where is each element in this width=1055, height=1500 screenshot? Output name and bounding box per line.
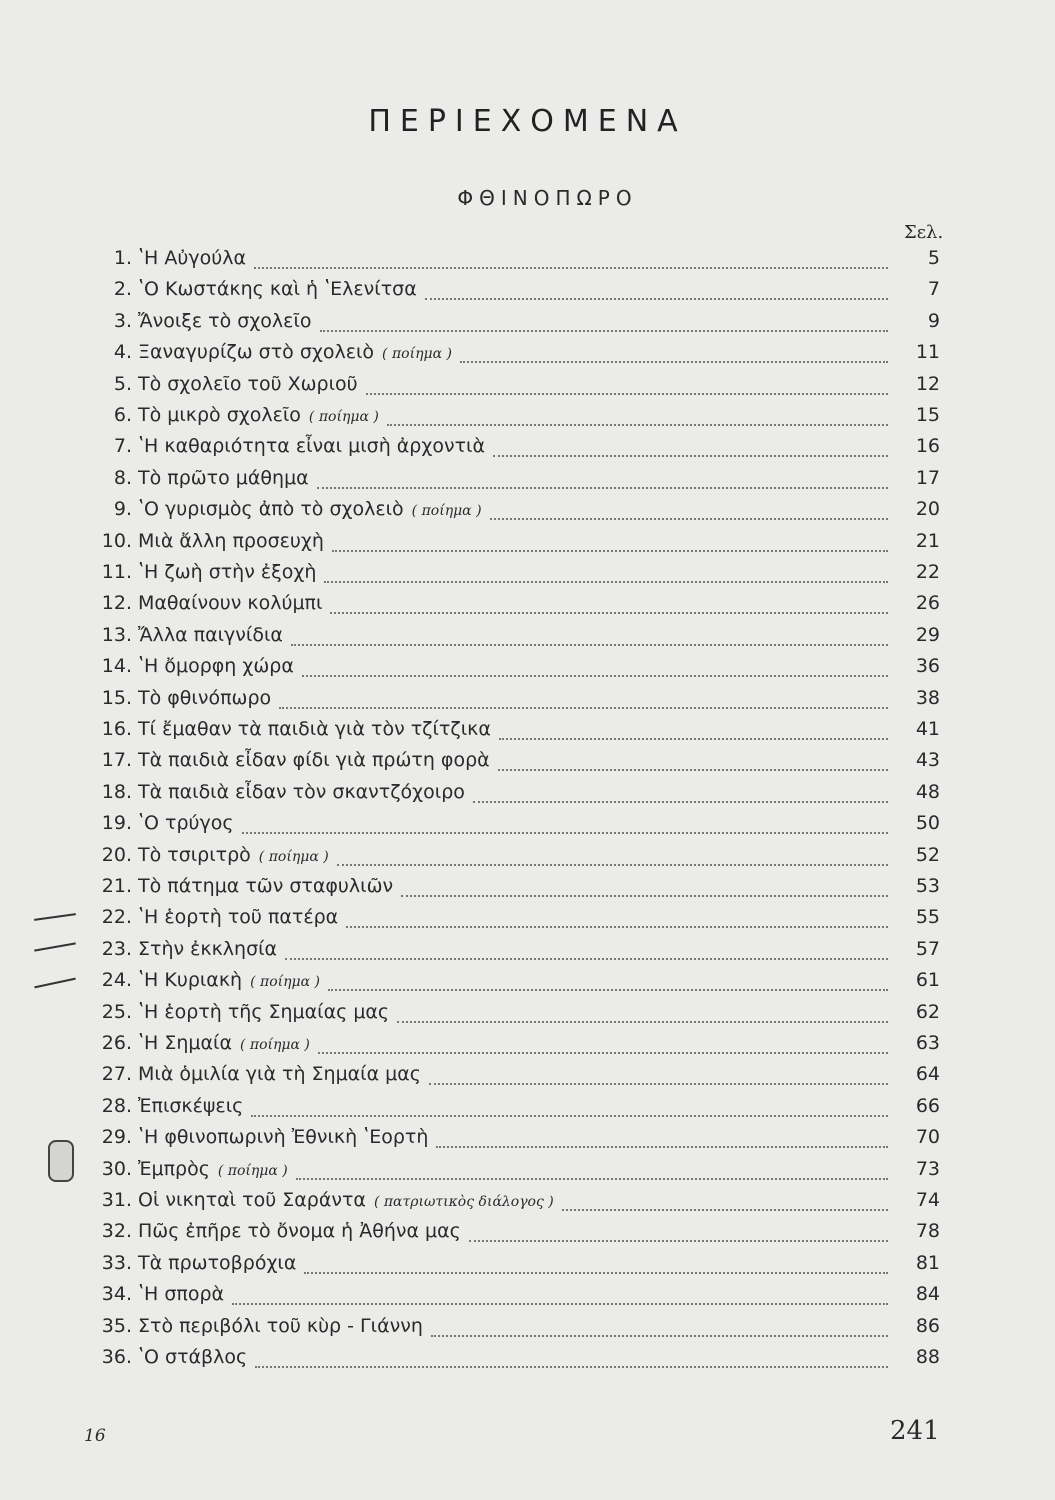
dot-leader [255, 1366, 888, 1368]
dot-leader [436, 1146, 888, 1148]
entry-title: Μαθαίνουν κολύμπι [138, 592, 323, 615]
entry-title: ʽΟ Κωστάκης καὶ ἡ ʽΕλενίτσα [138, 278, 417, 301]
entry-title: ʽΗ φθινοπωρινὴ Ἐθνικὴ ʽΕορτὴ [138, 1126, 429, 1149]
dot-leader [337, 864, 888, 866]
toc-entry [86, 781, 940, 811]
entry-title: Ἄλλα παιγνίδια [138, 623, 283, 646]
dot-leader [304, 1272, 888, 1274]
entry-title: Τὸ τσιριτρὸ [138, 843, 251, 866]
entry-page: 84 [915, 1283, 940, 1306]
entry-title: ʽΗ ἑορτὴ τῆς Σημαίας μας [138, 1000, 390, 1023]
entry-number: 11. [101, 561, 132, 583]
entry-number: 33. [101, 1251, 132, 1274]
dot-leader [562, 1209, 888, 1211]
entry-title: ʽΟ γυρισμὸς ἀπὸ τὸ σχολειὸ [138, 498, 404, 521]
entry-number: 20. [101, 843, 132, 866]
page-column-label: Σελ. [904, 222, 944, 243]
entry-page: 22 [915, 561, 940, 583]
entry-title: Πῶς ἐπῆρε τὸ ὄνομα ἡ Ἀθήνα μας [138, 1220, 461, 1243]
entry-number: 27. [101, 1063, 132, 1086]
entry-page: 73 [915, 1157, 940, 1180]
dot-leader [387, 424, 888, 426]
entry-title: Τί ἔμαθαν τὰ παιδιὰ γιὰ τὸν τζίτζικα [138, 718, 491, 740]
entry-title: ʽΟ στάβλος [138, 1346, 248, 1368]
entry-page: 15 [915, 404, 940, 426]
entry-note: ( ποίημα ) [382, 346, 452, 363]
toc-entry [86, 718, 940, 748]
entry-page: 20 [915, 498, 940, 521]
entry-page: 52 [915, 843, 940, 866]
dot-leader [291, 644, 888, 646]
entry-page: 57 [915, 937, 940, 960]
entry-page: 38 [915, 686, 940, 709]
toc-entry [86, 687, 940, 717]
dot-leader [242, 832, 888, 834]
entry-number: 34. [101, 1283, 132, 1306]
toc-entry [86, 435, 940, 465]
toc-entry [86, 1158, 940, 1188]
toc-entry [86, 341, 940, 371]
entry-page: 86 [915, 1314, 940, 1337]
entry-note: ( ποίημα ) [308, 409, 379, 425]
entry-number: 6. [113, 404, 132, 426]
toc-entry [86, 1189, 940, 1219]
dot-leader [285, 958, 888, 960]
entry-title: ʽΗ ζωὴ στὴν ἐξοχὴ [138, 561, 317, 583]
toc-entry [86, 1252, 940, 1282]
entry-number: 12. [101, 592, 132, 615]
entry-title: ʽΗ Σημαία [138, 1032, 232, 1054]
entry-title: ʽΗ Αὐγούλα [138, 247, 246, 269]
entry-page: 61 [915, 969, 940, 992]
entry-page: 63 [915, 1032, 940, 1054]
entry-number: 25. [101, 1000, 132, 1023]
toc-entry [86, 1283, 940, 1313]
entry-page: 88 [915, 1346, 940, 1368]
dot-leader [254, 267, 888, 269]
dot-leader [498, 769, 888, 771]
entry-number: 21. [101, 875, 132, 897]
dot-leader [332, 550, 888, 552]
dot-leader [317, 487, 888, 489]
page-title: ΠΕΡΙΕΧΟΜΕΝΑ [368, 104, 687, 139]
entry-page: 62 [915, 1000, 940, 1023]
entry-number: 32. [101, 1220, 132, 1243]
dot-leader [431, 1335, 888, 1337]
entry-title: Μιὰ ἄλλη προσευχὴ [138, 529, 324, 552]
toc-entry [86, 1001, 940, 1031]
entry-page: 78 [915, 1220, 940, 1243]
entry-number: 31. [101, 1189, 132, 1211]
entry-number: 14. [101, 655, 132, 678]
dot-leader [296, 1178, 888, 1180]
entry-title: ʽΗ ὄμορφη χώρα [138, 655, 294, 678]
entry-title: Οἱ νικηταὶ τοῦ Σαράντα [138, 1189, 366, 1211]
entry-number: 26. [101, 1032, 132, 1054]
entry-page: 53 [915, 875, 940, 897]
entry-page: 81 [915, 1251, 940, 1274]
entry-number: 9. [113, 498, 132, 521]
toc-entry [86, 1220, 940, 1250]
dot-leader [469, 1240, 888, 1242]
entry-number: 16. [101, 718, 132, 740]
dot-leader [490, 518, 888, 520]
entry-note: ( πατριωτικὸς διάλογος ) [373, 1194, 554, 1210]
entry-page: 29 [915, 623, 940, 646]
toc-entry [86, 467, 940, 497]
dot-leader [493, 455, 888, 457]
toc-entry [86, 1126, 940, 1156]
entry-number: 13. [101, 623, 132, 646]
toc-entry [86, 1346, 940, 1376]
toc-entry [86, 655, 940, 685]
entry-page: 21 [915, 529, 940, 552]
dot-leader [328, 989, 888, 991]
entry-title: ʽΗ καθαριότητα εἶναι μισὴ ἀρχοντιὰ [138, 435, 485, 458]
entry-title: Τὰ παιδιὰ εἶδαν φίδι γιὰ πρώτη φορὰ [138, 749, 490, 772]
entry-page: 64 [915, 1063, 940, 1086]
entry-title: Τὸ πάτημα τῶν σταφυλιῶν [138, 875, 394, 897]
dot-leader [401, 895, 888, 897]
dot-leader [318, 1052, 888, 1054]
entry-title: Τὸ μικρὸ σχολεῖο [138, 404, 301, 426]
entry-number: 29. [101, 1126, 132, 1149]
entry-title: Τὸ πρῶτο μάθημα [138, 466, 309, 489]
entry-page: 55 [915, 906, 940, 929]
toc-entry [86, 247, 940, 277]
entry-number: 8. [113, 466, 132, 489]
toc-entry [86, 373, 940, 403]
dot-leader [346, 926, 888, 928]
entry-number: 19. [101, 812, 132, 835]
entry-title: Μιὰ ὁμιλία γιὰ τὴ Σημαία μας [138, 1063, 421, 1086]
entry-page: 36 [915, 655, 940, 678]
dot-leader [499, 738, 888, 740]
toc-entry [86, 1095, 940, 1125]
dot-leader [366, 393, 888, 395]
entry-title: ʽΗ ἑορτὴ τοῦ πατέρα [138, 906, 339, 929]
dot-leader [324, 581, 888, 583]
toc-entry [86, 749, 940, 779]
page-number: 241 [890, 1416, 940, 1446]
signature-number: 16 [84, 1426, 106, 1446]
entry-number: 5. [113, 372, 132, 395]
entry-number: 35. [101, 1314, 132, 1337]
toc-entry [86, 969, 940, 999]
toc-entry [86, 1063, 940, 1093]
entry-note: ( ποίημα ) [411, 503, 482, 520]
margin-mark-22 [34, 913, 76, 921]
entry-title: Ἐπισκέψεις [138, 1094, 244, 1117]
entry-number: 7. [113, 435, 132, 458]
toc-entry [86, 310, 940, 340]
toc-entry [86, 938, 940, 968]
dot-leader [320, 330, 889, 332]
entry-number: 23. [101, 937, 132, 960]
entry-title: Ἐμπρὸς [138, 1157, 210, 1180]
toc-entry [86, 498, 940, 528]
margin-mark-23 [34, 942, 76, 951]
entry-note: ( ποίημα ) [239, 1037, 310, 1053]
toc-entry [86, 530, 940, 560]
dot-leader [473, 801, 888, 803]
dot-leader [302, 675, 888, 677]
section-heading: ΦΘΙΝΟΠΩΡΟ [457, 186, 638, 210]
entry-note: ( ποίημα ) [217, 1162, 288, 1179]
entry-page: 26 [915, 592, 940, 615]
dot-leader [397, 1021, 888, 1023]
margin-mark-24 [34, 978, 75, 989]
entry-title: ʽΗ Κυριακὴ [138, 969, 243, 992]
entry-title: Τὸ φθινόπωρο [138, 686, 272, 709]
toc-entry [86, 624, 940, 654]
entry-number: 1. [113, 247, 132, 269]
entry-page: 50 [915, 812, 940, 835]
entry-title: Στὴν ἐκκλησία [138, 937, 278, 960]
toc-entry [86, 844, 940, 874]
entry-note: ( ποίημα ) [258, 848, 329, 865]
entry-page: 74 [915, 1189, 940, 1211]
toc-entry [86, 592, 940, 622]
dot-leader [425, 298, 888, 300]
entry-title: Στὸ περιβόλι τοῦ κὺρ - Γιάννη [138, 1314, 423, 1337]
entry-title: ʽΗ σπορὰ [138, 1283, 225, 1306]
toc-entry [86, 1315, 940, 1345]
entry-page: 70 [915, 1126, 940, 1149]
entry-number: 3. [113, 309, 132, 332]
entry-number: 36. [101, 1346, 132, 1368]
toc-entry [86, 1032, 940, 1062]
entry-title: Τὰ πρωτοβρόχια [138, 1251, 297, 1274]
entry-title: Ἄνοιξε τὸ σχολεῖο [138, 309, 312, 332]
toc-entry [86, 278, 940, 308]
dot-leader [232, 1303, 888, 1305]
dot-leader [460, 361, 888, 363]
entry-page: 17 [915, 466, 940, 489]
entry-page: 12 [915, 372, 940, 395]
toc-entry [86, 812, 940, 842]
entry-number: 22. [101, 906, 132, 929]
toc-entry [86, 875, 940, 905]
entry-title: Ξαναγυρίζω στὸ σχολειὸ [138, 341, 375, 364]
entry-number: 2. [113, 278, 132, 301]
entry-number: 24. [101, 969, 132, 992]
margin-stamp [48, 1140, 74, 1182]
entry-page: 7 [927, 278, 940, 301]
entry-number: 18. [101, 780, 132, 803]
entry-page: 16 [915, 435, 940, 458]
toc-entry [86, 561, 940, 591]
entry-page: 43 [915, 749, 940, 772]
entry-number: 30. [101, 1157, 132, 1180]
entry-number: 17. [101, 749, 132, 772]
entry-page: 5 [927, 247, 940, 269]
dot-leader [429, 1083, 888, 1085]
entry-number: 4. [113, 341, 132, 364]
dot-leader [279, 707, 888, 709]
toc-entry [86, 404, 940, 434]
entry-number: 15. [101, 686, 132, 709]
entry-page: 9 [927, 309, 940, 332]
entry-note: ( ποίημα ) [250, 974, 320, 991]
entry-page: 48 [915, 780, 940, 803]
entry-title: Τὸ σχολεῖο τοῦ Χωριοῦ [138, 372, 358, 395]
dot-leader [330, 612, 888, 614]
entry-number: 10. [101, 529, 132, 552]
dot-leader [251, 1115, 888, 1117]
entry-title: ʽΟ τρύγος [138, 812, 234, 835]
entry-number: 28. [101, 1094, 132, 1117]
entry-page: 66 [915, 1094, 940, 1117]
entry-page: 11 [915, 341, 940, 364]
entry-page: 41 [915, 718, 940, 740]
entry-title: Τὰ παιδιὰ εἶδαν τὸν σκαντζόχοιρο [138, 780, 465, 803]
toc-entry [86, 906, 940, 936]
